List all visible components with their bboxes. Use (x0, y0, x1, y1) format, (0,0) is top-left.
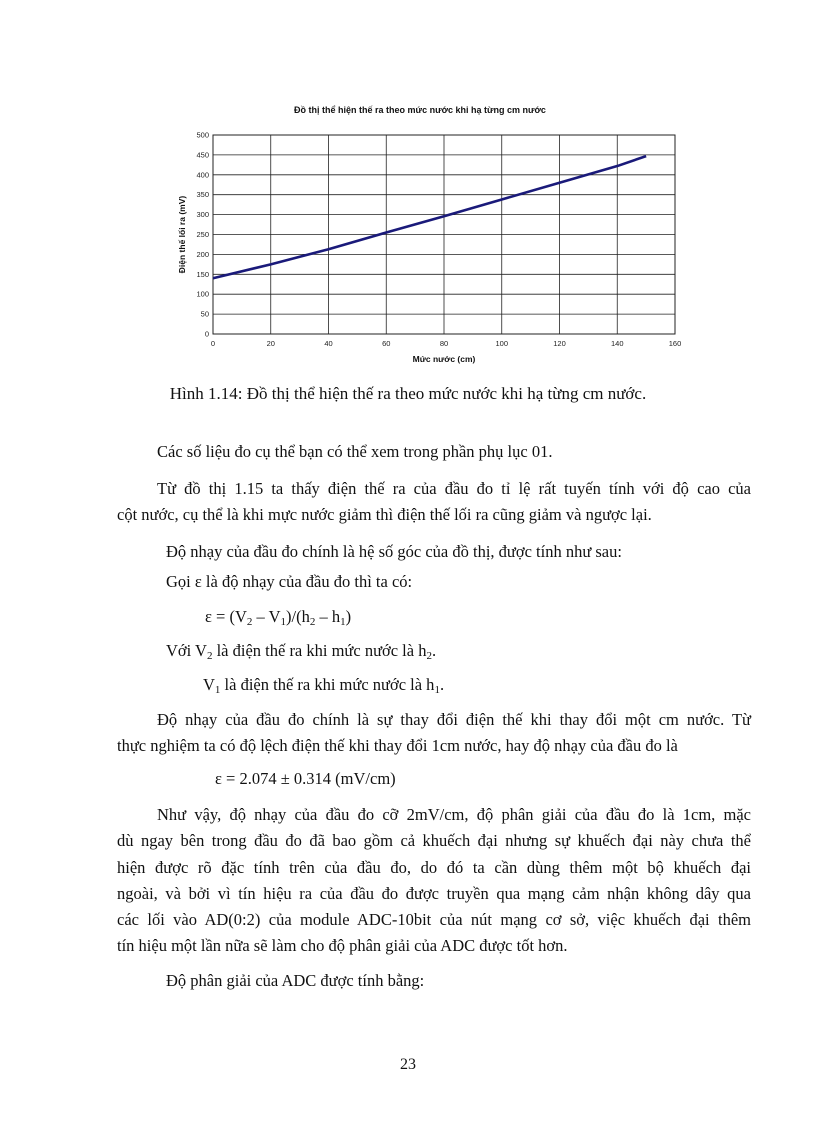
paragraph-linear-line1: Từ đồ thị 1.15 ta thấy điện thế ra của đầu đo tỉ lệ rất tuyến tính với độ cao của (157, 479, 751, 498)
paragraph-resolution-line1: Như vậy, độ nhạy của đầu đo cỡ 2mV/cm, độ phân giải của đầu đo là 1cm, mặc (157, 805, 751, 824)
y-tick-label: 200 (196, 249, 209, 259)
paragraph-adc-resolution: Độ phân giải của ADC được tính bằng: (166, 971, 425, 990)
y-tick-label: 400 (196, 170, 209, 180)
y-tick-label: 250 (196, 230, 209, 239)
paragraph-define-epsilon: Gọi ε là độ nhạy của đầu đo thì ta có: (166, 572, 413, 591)
figure-caption: Hình 1.14: Đồ thị thể hiện thế ra theo mức nước khi hạ từng cm nước. (169, 384, 647, 403)
x-tick-label: 20 (266, 339, 275, 348)
y-tick-label: 100 (196, 289, 209, 299)
paragraph-experiment-line2: thực nghiệm ta có độ lệch điện thế khi thay đổi 1cm nước, hay độ nhạy của đầu đo là (117, 736, 678, 755)
x-tick-label: 160 (668, 339, 682, 348)
paragraph-sensitivity: Độ nhạy của đầu đo chính là hệ số góc của đồ thị, được tính như sau: (166, 542, 622, 561)
y-tick-label: 50 (200, 309, 209, 319)
chart-title: Đồ thị thể hiện thế ra theo mức nước khi hạ từng cm nước (294, 105, 546, 115)
x-tick-label: 100 (495, 339, 509, 348)
paragraph-linear-line2: cột nước, cụ thể là khi mực nước giảm thì điện thế lối ra cũng giảm và ngược lại. (117, 505, 652, 524)
chart (160, 100, 680, 370)
y-tick-label: 150 (196, 269, 209, 279)
chart-canvas (160, 100, 680, 370)
paragraph-resolution-line6: tín hiệu một lần nữa sẽ làm cho độ phân giải của ADC được tốt hơn. (117, 936, 568, 955)
y-tick-label: 350 (196, 190, 209, 200)
x-axis-label: Mức nước (cm) (412, 354, 476, 364)
x-tick-label: 120 (553, 339, 566, 348)
x-tick-label: 60 (382, 339, 391, 348)
x-tick-label: 80 (439, 339, 449, 348)
y-tick-label: 450 (196, 150, 209, 160)
paragraph-resolution-line3: hiện được rõ đặc tính trên của đầu đo, do đó ta cần dùng thêm một bộ khuếch đại (117, 858, 751, 877)
y-tick-label: 500 (196, 130, 209, 140)
formula-epsilon: $\varepsilon = (V_2 - V_1)/(h_2 - h_1)$ (205, 607, 352, 628)
paragraph-resolution-line4: ngoài, và bởi vì tín hiệu ra của đầu đo được truyền qua mạng cảm nhận không dây qua (117, 884, 751, 903)
page-number: 23 (400, 1056, 416, 1073)
x-tick-label: 0 (210, 339, 216, 348)
definition-v2: Với $V_2$ là điện thế ra khi mức nước là $h_2$. (166, 641, 437, 662)
paragraph-experiment-line1: Độ nhạy của đầu đo chính là sự thay đổi điện thế khi thay đổi một cm nước. Từ (157, 710, 751, 729)
x-tick-label: 140 (610, 339, 624, 348)
result-epsilon: ε = 2.074 ± 0.314 (mV/cm) (215, 769, 396, 788)
x-tick-label: 40 (324, 339, 333, 348)
y-tick-label: 0 (204, 329, 209, 339)
definition-v1: $V_1$ là điện thế ra khi mức nước là $h_1$. (203, 675, 445, 696)
y-tick-label: 300 (196, 210, 209, 220)
paragraph-resolution-line5: các lối vào AD(0:2) của module ADC-10bit của nút mạng cơ sở, việc khuếch đại thêm (117, 910, 751, 929)
paragraph-appendix: Các số liệu đo cụ thể bạn có thể xem trong phần phụ lục 01. (157, 442, 553, 461)
y-axis-label: Điện thế lối ra (mV) (177, 195, 187, 274)
paragraph-resolution-line2: dù ngay bên trong đầu đo đã bao gồm cả khuếch đại nhưng sự khuếch đại này chưa thể (117, 831, 751, 850)
